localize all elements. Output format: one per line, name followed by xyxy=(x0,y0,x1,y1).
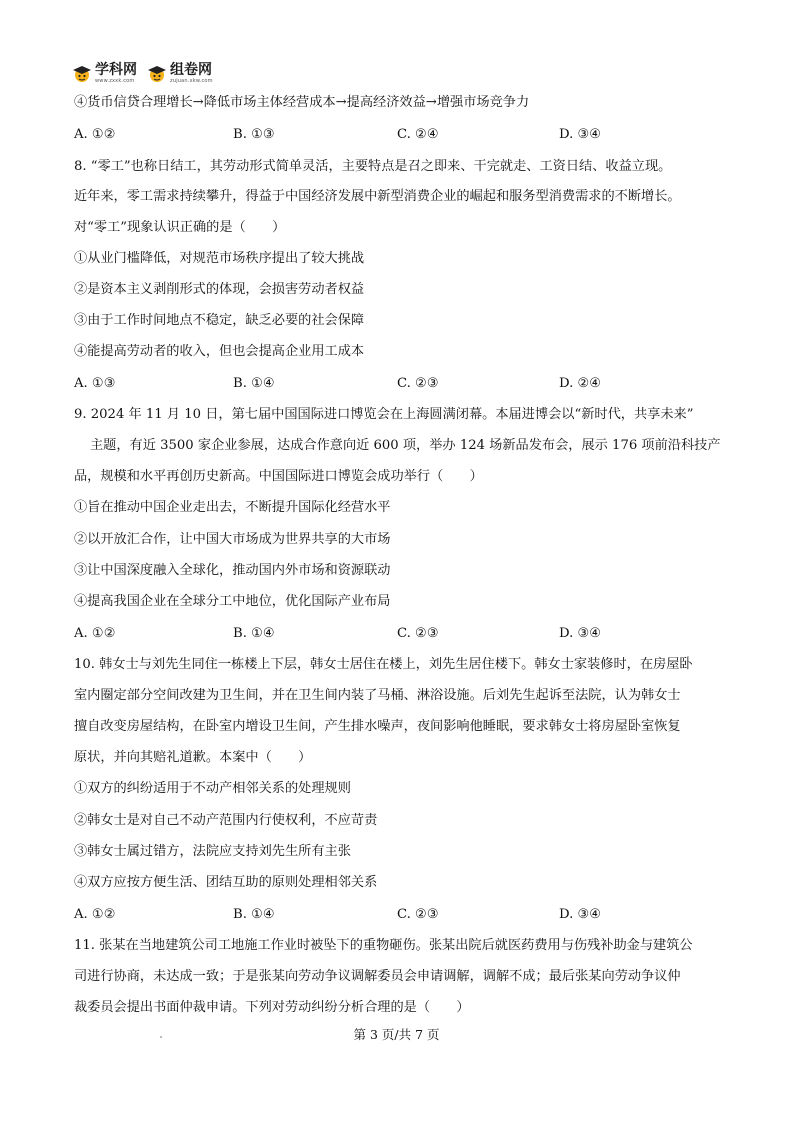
q9-option-c: C. ②③ xyxy=(397,626,439,641)
q7-option-b: B. ①③ xyxy=(233,127,275,142)
graduation-cap-icon xyxy=(147,63,167,83)
logo-url: www.zxxk.com xyxy=(95,77,135,84)
logo-name: 组卷网 xyxy=(170,61,212,78)
q8-option-b: B. ①④ xyxy=(233,376,275,391)
q9-item-1: ①旨在推动中国企业走出去，不断提升国际化经营水平 xyxy=(74,500,391,515)
header-logos xyxy=(72,60,223,86)
page-number: 第 3 页/共 7 页 xyxy=(353,1027,440,1042)
q8-stem-line-1: 8. “零工”也称日结工，其劳动形式简单灵活，主要特点是召之即来、干完就走、工资日结、收益立现。 xyxy=(74,159,672,174)
q8-item-1: ①从业门槛降低，对规范市场秩序提出了较大挑战 xyxy=(74,251,365,266)
q11-stem-line-2: 司进行协商，未达成一致；于是张某向劳动争议调解委员会申请调解，调解不成；最后张某向劳动争议仲 xyxy=(74,969,681,984)
q11-stem-line-3: 裁委员会提出书面仲裁申请。下列对劳动纠纷分析合理的是（ ） xyxy=(74,1000,470,1015)
q7-option-a: A. ①② xyxy=(74,127,116,142)
q10-item-4: ④双方应按方便生活、团结互助的原则处理相邻关系 xyxy=(74,875,378,890)
q9-item-4: ④提高我国企业在全球分工中地位，优化国际产业布局 xyxy=(74,594,391,609)
q7-item-4: ④货币信贷合理增长→降低市场主体经营成本→提高经济效益→增强市场竞争力 xyxy=(74,95,530,110)
logo-url: zujuan.xkw.com xyxy=(170,77,213,84)
q7-option-d: D. ③④ xyxy=(559,127,602,142)
q10-stem-line-3: 擅自改变房屋结构，在卧室内增设卫生间，产生排水噪声，夜间影响他睡眠，要求韩女士将房屋卧室恢复 xyxy=(74,719,681,734)
xuekewang-logo xyxy=(72,63,137,84)
q10-item-1: ①双方的纠纷适用于不动产相邻关系的处理规则 xyxy=(74,781,351,796)
q8-stem-line-3: 对“零工”现象认识正确的是（ ） xyxy=(74,220,286,235)
q8-item-3: ③由于工作时间地点不稳定，缺乏必要的社会保障 xyxy=(74,313,365,328)
q10-option-c: C. ②③ xyxy=(397,907,439,922)
q7-option-c: C. ②④ xyxy=(397,127,439,142)
q8-option-d: D. ②④ xyxy=(559,376,602,391)
q8-item-2: ②是资本主义剥削形式的体现，会损害劳动者权益 xyxy=(74,282,365,297)
q9-stem-line-3: 品，规模和水平再创历史新高。中国国际进口博览会成功举行（ ） xyxy=(74,469,483,484)
zujuanwang-logo xyxy=(147,63,213,84)
q9-stem-line-2: 主题，有近 3500 家企业参展，达成合作意向近 600 项，举办 124 场新品发布会，展示 176 项前沿科技产 xyxy=(90,438,721,453)
q9-option-d: D. ③④ xyxy=(559,626,602,641)
logo-name: 学科网 xyxy=(95,61,137,78)
q10-option-b: B. ①④ xyxy=(233,907,275,922)
q8-option-c: C. ②③ xyxy=(397,376,439,391)
graduation-cap-icon xyxy=(72,63,92,83)
q9-item-3: ③让中国深度融入全球化，推动国内外市场和资源联动 xyxy=(74,563,391,578)
q10-item-3: ③韩女士属过错方，法院应支持刘先生所有主张 xyxy=(74,844,351,859)
q9-option-b: B. ①④ xyxy=(233,626,275,641)
q10-stem-line-2: 室内圈定部分空间改建为卫生间，并在卫生间内装了马桶、淋浴设施。后刘先生起诉至法院，认为韩女士 xyxy=(74,688,681,703)
q8-option-a: A. ①③ xyxy=(74,376,116,391)
q11-stem-line-1: 11. 张某在当地建筑公司工地施工作业时被坠下的重物砸伤。张某出院后就医药费用与伤残补助金与建筑公 xyxy=(74,938,693,953)
q9-stem-line-1: 9. 2024 年 11 月 10 日，第七届中国国际进口博览会在上海圆满闭幕。本届进博会以“新时代，共享未来” xyxy=(74,407,694,422)
q8-stem-line-2: 近年来，零工需求持续攀升，得益于中国经济发展中新型消费企业的崛起和服务型消费需求的不断增长。 xyxy=(74,189,681,204)
q10-item-2: ②韩女士是对自己不动产范围内行使权利，不应苛责 xyxy=(74,813,378,828)
q10-stem-line-4: 原状，并向其赔礼道歉。本案中（ ） xyxy=(74,750,312,765)
q8-item-4: ④能提高劳动者的收入，但也会提高企业用工成本 xyxy=(74,344,365,359)
q10-option-d: D. ③④ xyxy=(559,907,602,922)
q9-option-a: A. ①② xyxy=(74,626,116,641)
q10-stem-line-1: 10. 韩女士与刘先生同住一栋楼上下层，韩女士居住在楼上，刘先生居住楼下。韩女士家装修时，在房屋卧 xyxy=(74,657,693,672)
q10-option-a: A. ①② xyxy=(74,907,116,922)
q9-item-2: ②以开放汇合作，让中国大市场成为世界共享的大市场 xyxy=(74,532,391,547)
